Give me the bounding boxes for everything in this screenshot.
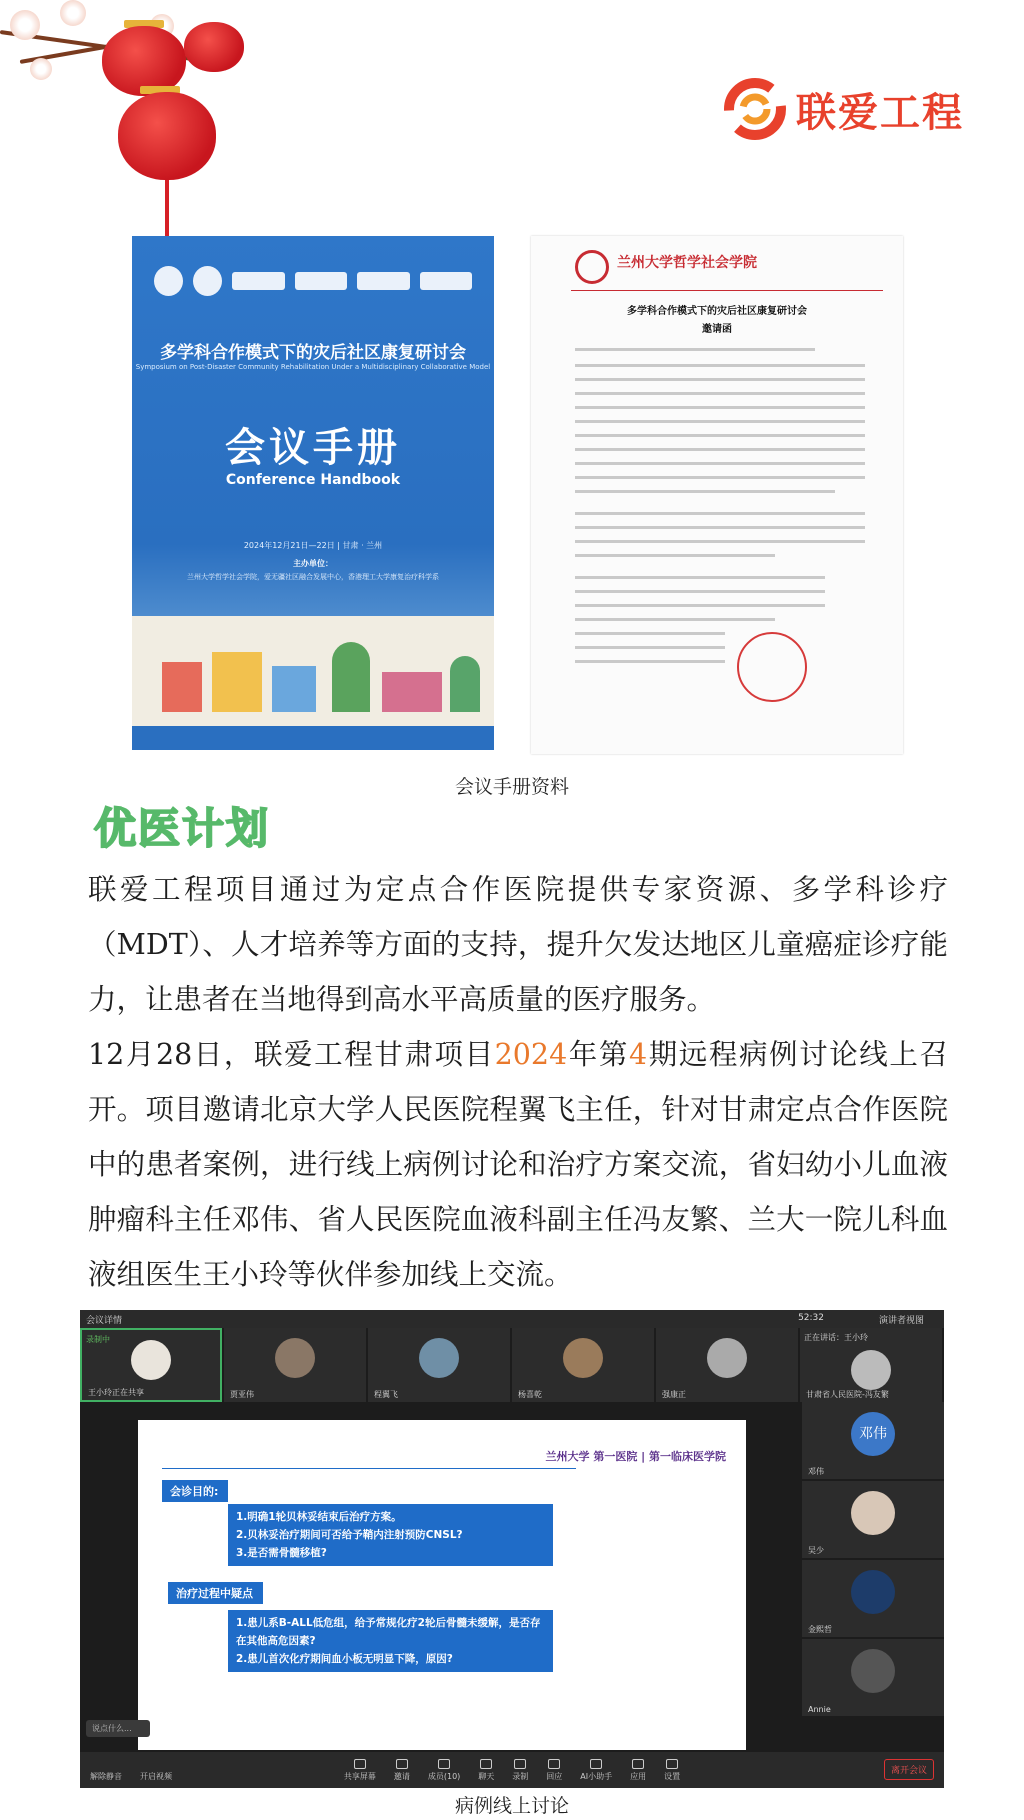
paragraph-event-part3: 期远程病例讨论线上召开。项目邀请北京大学人民医院程翼飞主任，针对甘肃定点合作医院中的患者案例，进行线上病例讨论和治疗方案交流，省妇幼小儿血液肿瘤科主任邓伟、省人民医院血液科副主任冯友繁、兰大一院儿科血液组医生王小玲等伙伴参加线上交流。 [88, 1038, 948, 1291]
control-label: 应用 [630, 1771, 647, 1781]
text-line [575, 392, 865, 395]
mural-illustration [132, 616, 494, 726]
speaking-indicator: 正在讲话：王小玲 [804, 1333, 868, 1342]
paragraph-event-part1: 12月28日，联爱工程甘肃项目 [88, 1038, 495, 1071]
official-stamp-icon [737, 632, 807, 702]
booklet-host-list: 兰州大学哲学社会学院，爱无疆社区融合发展中心，香港理工大学康复治疗科学系 [187, 573, 439, 581]
chat-icon [480, 1759, 492, 1769]
org-logo-icon [295, 272, 347, 290]
participant-name: 强康正 [662, 1390, 686, 1399]
lantern [184, 22, 244, 72]
shared-slide [138, 1420, 746, 1750]
blossom [60, 0, 86, 26]
participant-name: 甘肃省人民医院-冯友繁 [806, 1390, 889, 1399]
record-button[interactable] [512, 1759, 528, 1782]
control-label: 成员(10) [427, 1771, 461, 1781]
booklet-title-en: Symposium on Post-Disaster Community Rehabilitation Under a Multidisciplinary Collaborative Model [135, 363, 491, 371]
lantern-tassel [165, 180, 169, 240]
lantern [118, 92, 216, 180]
letter-divider [571, 290, 883, 291]
share-screen-button[interactable] [344, 1759, 376, 1782]
brand-logo [724, 78, 964, 140]
participant-tile[interactable] [80, 1328, 222, 1402]
blossom [10, 10, 40, 40]
booklet-title-cn: 多学科合作模式下的灾后社区康复研讨会 [160, 343, 466, 363]
goal-item: 2.贝林妥治疗期间可否给予鞘内注射预防CNSL? [236, 1529, 463, 1541]
invite-icon [396, 1759, 408, 1769]
text-line [575, 646, 725, 649]
letter-subtitle: 邀请函 [702, 324, 732, 335]
doubt-list [228, 1610, 553, 1672]
unmute-button[interactable]: 解除静音 [90, 1772, 122, 1781]
text-line [575, 554, 775, 557]
control-label: 录制 [512, 1771, 529, 1781]
house [382, 672, 442, 712]
org-logo-icon [154, 266, 183, 296]
brand-name: 联爱工程 [796, 89, 964, 136]
text-line [575, 406, 865, 409]
text-line [575, 526, 865, 529]
participant-name: 王小玲正在共享 [88, 1388, 144, 1397]
caption-handbook: 会议手册资料 [454, 776, 569, 798]
participant-name: 杨喜乾 [518, 1390, 542, 1399]
control-label: 共享屏幕 [343, 1771, 376, 1781]
settings-button[interactable] [664, 1759, 680, 1782]
booklet-host-label: 主办单位： [293, 559, 333, 568]
letter-title: 多学科合作模式下的灾后社区康复研讨会 [627, 306, 807, 317]
apps-button[interactable] [630, 1759, 646, 1782]
festive-decoration [0, 0, 260, 250]
avatar [851, 1350, 891, 1390]
handbook-title-en: Conference Handbook [225, 472, 401, 488]
tree [332, 642, 370, 712]
side-participant-tile[interactable] [802, 1402, 944, 1479]
media-controls [90, 1771, 172, 1782]
participant-name: 金熙哲 [808, 1625, 832, 1634]
chat-input[interactable]: 说点什么... [86, 1720, 150, 1737]
slide-header: 兰州大学 第一医院 | 第一临床医学院 [545, 1450, 726, 1463]
gear-icon [666, 1759, 678, 1769]
avatar [851, 1491, 895, 1535]
paragraph-event [88, 1027, 948, 1302]
control-label: 邀请 [393, 1771, 410, 1781]
participant-tile[interactable] [224, 1328, 366, 1402]
side-participant-tile[interactable] [802, 1481, 944, 1558]
house [272, 666, 316, 712]
meeting-controls [80, 1752, 944, 1788]
avatar [707, 1338, 747, 1378]
side-participant-tile[interactable] [802, 1560, 944, 1637]
leave-meeting-button[interactable]: 离开会议 [884, 1759, 934, 1780]
online-meeting-screenshot [80, 1310, 944, 1788]
text-line [575, 420, 865, 423]
participant-name: 邓伟 [808, 1467, 824, 1476]
ai-assistant-button[interactable] [580, 1759, 612, 1782]
text-line [575, 476, 865, 479]
text-line [575, 364, 865, 367]
brand-mark-icon [724, 78, 786, 140]
doubt-item: 1.患儿系B-ALL低危组，给予常规化疗2轮后骨髓未缓解，是否存在其他高危因素? [236, 1617, 541, 1647]
participant-sidebar [802, 1402, 944, 1742]
goal-item: 1.明确1轮贝林妥结束后治疗方案。 [236, 1511, 402, 1523]
university-seal-icon [575, 250, 609, 284]
avatar [851, 1649, 895, 1693]
apps-icon [632, 1759, 644, 1769]
participant-tile[interactable] [656, 1328, 798, 1402]
participant-name: 程翼飞 [374, 1390, 398, 1399]
slide-rule [162, 1468, 576, 1469]
text-line [575, 490, 835, 493]
house [162, 662, 202, 712]
letter-institution: 兰州大学哲学社会学院 [617, 255, 757, 271]
record-icon [514, 1759, 526, 1769]
avatar [419, 1338, 459, 1378]
text-line [575, 434, 865, 437]
participant-tile[interactable] [800, 1328, 942, 1402]
goal-item: 3.是否需骨髓移植? [236, 1547, 327, 1559]
participant-name: 吴少 [808, 1546, 824, 1555]
view-mode-button[interactable]: 演讲者视图 [878, 1316, 924, 1326]
start-video-button[interactable]: 开启视频 [140, 1772, 172, 1781]
blossom [30, 58, 52, 80]
org-logo-icon [232, 272, 284, 290]
meeting-timer: 52:32 [798, 1313, 824, 1323]
doubt-title: 治疗过程中疑点 [168, 1582, 263, 1604]
chat-button[interactable] [478, 1759, 494, 1782]
house [212, 652, 262, 712]
control-label: 回应 [546, 1771, 563, 1781]
control-label: AI小助手 [580, 1771, 613, 1781]
text-line [575, 590, 825, 593]
side-participant-tile[interactable] [802, 1639, 944, 1716]
invite-button[interactable] [394, 1759, 410, 1782]
tree [450, 656, 480, 712]
control-label: 设置 [664, 1771, 681, 1781]
org-logo-icon [357, 272, 409, 290]
text-line [575, 604, 825, 607]
text-line [575, 348, 815, 351]
ai-icon [590, 1759, 602, 1769]
doubt-item: 2.患儿首次化疗期间血小板无明显下降，原因? [236, 1653, 453, 1665]
handbook-title-cn: 会议手册 [225, 425, 401, 471]
organizer-logos [154, 266, 472, 296]
org-logo-icon [193, 266, 222, 296]
react-icon [548, 1759, 560, 1769]
invitation-letter [531, 236, 903, 754]
conference-handbook-cover [132, 236, 494, 750]
text-line [575, 540, 865, 543]
section-heading: 优医计划 [94, 804, 271, 853]
text-line [575, 512, 865, 515]
avatar [131, 1340, 171, 1380]
highlight-year: 2024 [494, 1038, 568, 1071]
meeting-topbar [80, 1310, 944, 1328]
caption-meeting: 病例线上讨论 [454, 1795, 569, 1817]
members-icon [438, 1759, 450, 1769]
booklet-date: 2024年12月21日—22日 | 甘肃 · 兰州 [243, 541, 383, 550]
highlight-number: 4 [628, 1038, 648, 1071]
goal-list [228, 1504, 553, 1566]
participant-name: Annie [808, 1705, 831, 1714]
share-icon [354, 1759, 366, 1769]
org-logo-icon [420, 272, 472, 290]
avatar [563, 1338, 603, 1378]
react-button[interactable] [546, 1759, 562, 1782]
avatar: 邓伟 [851, 1412, 895, 1456]
meeting-details-link[interactable]: 会议详情 [86, 1316, 123, 1326]
participant-strip [80, 1328, 944, 1402]
control-label: 聊天 [478, 1771, 495, 1781]
avatar [275, 1338, 315, 1378]
booklet-footer [132, 726, 494, 750]
paragraph-event-part2: 年第 [567, 1038, 629, 1071]
recording-indicator: 录制中 [86, 1335, 110, 1344]
text-line [575, 618, 775, 621]
goal-title: 会诊目的: [162, 1480, 228, 1502]
text-line [575, 462, 865, 465]
text-line [575, 378, 865, 381]
text-line [575, 448, 865, 451]
avatar [851, 1570, 895, 1614]
participant-name: 贾亚伟 [230, 1390, 254, 1399]
paragraph-intro: 联爱工程项目通过为定点合作医院提供专家资源、多学科诊疗（MDT）、人才培养等方面的支持，提升欠发达地区儿童癌症诊疗能力，让患者在当地得到高水平高质量的医疗服务。 [88, 873, 948, 1016]
text-line [575, 632, 725, 635]
participant-tile[interactable] [512, 1328, 654, 1402]
text-line [575, 660, 725, 663]
text-line [575, 576, 825, 579]
participant-tile[interactable] [368, 1328, 510, 1402]
members-button[interactable] [428, 1759, 460, 1782]
